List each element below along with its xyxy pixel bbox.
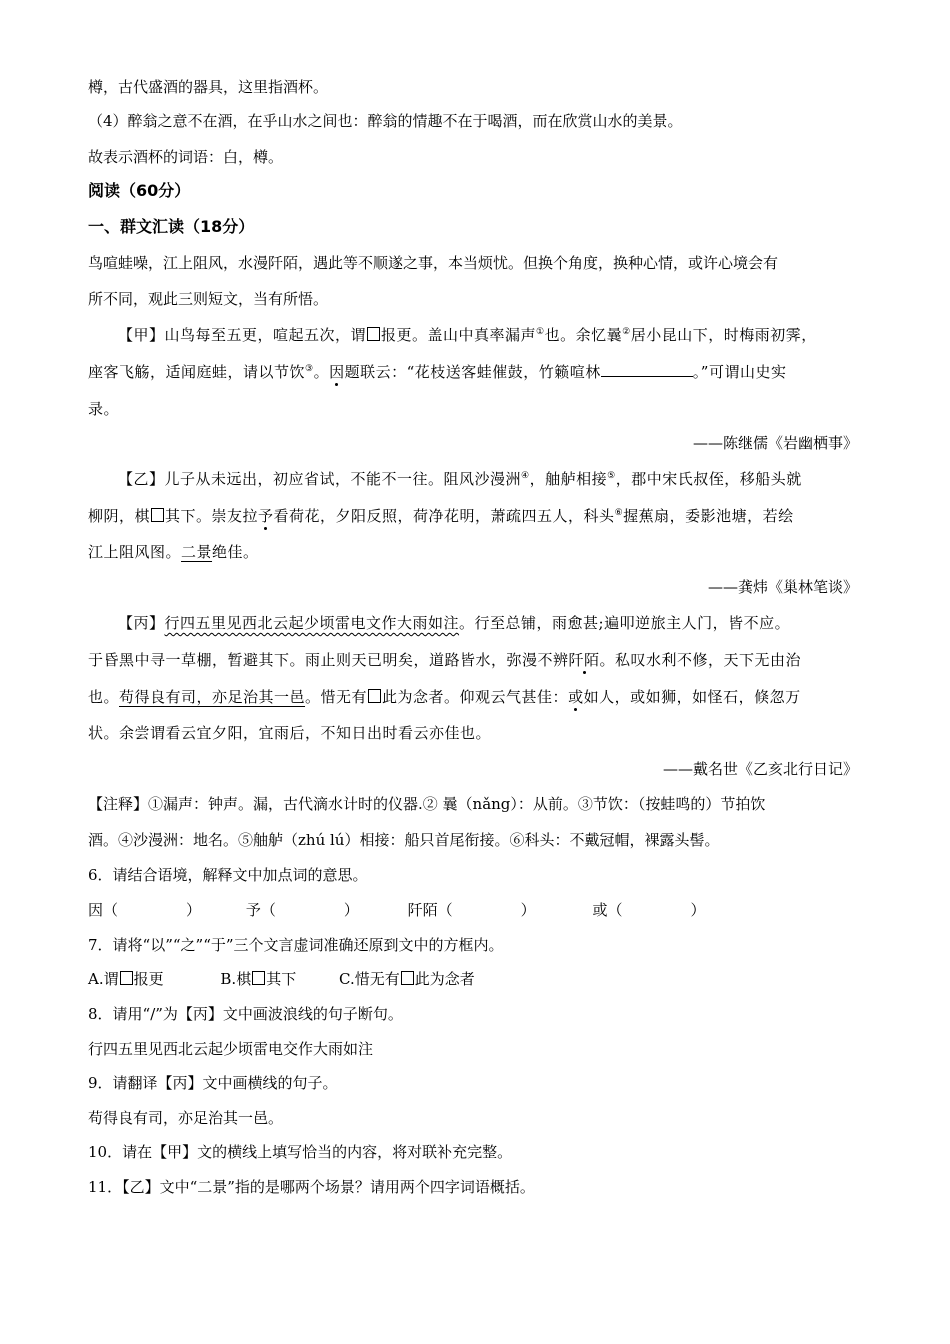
underlined-sentence: 苟得良有司，亦足治其一邑 <box>119 688 306 706</box>
q9-sentence: 苟得良有司，亦足治其一邑。 <box>88 1109 284 1127</box>
yi-text: 握蕉扇，委影池塘，若绘 <box>623 507 794 525</box>
yi-line-1 <box>118 468 802 490</box>
dotted-word-qianmo: 阡陌 <box>568 651 600 669</box>
q8-sentence: 行四五里见西北云起少顷雷电交作大雨如注 <box>88 1040 374 1058</box>
q6-label-yu: 予（ <box>245 901 276 919</box>
yi-text: 柳阴，棋 <box>88 507 151 525</box>
note-ref: ④ <box>521 471 530 481</box>
bing-line-3 <box>88 686 801 708</box>
lead-line-2: 所不同，观此三则短文，当有所悟。 <box>88 290 329 308</box>
blank-box <box>401 971 414 985</box>
answer-line-1: 樽，古代盛酒的器具，这里指酒杯。 <box>88 78 329 96</box>
jia-source: ——陈继儒《岩幽栖事》 <box>692 434 858 452</box>
note-ref: ⑤ <box>607 471 616 481</box>
jia-line-3: 录。 <box>88 400 120 418</box>
jia-line-2 <box>88 361 786 383</box>
dotted-word-yu: 予 <box>258 507 274 525</box>
blank-box <box>368 689 381 703</box>
note-ref: ① <box>536 327 545 337</box>
answer-line-3: 故表示酒杯的词语：白，樽。 <box>88 148 284 166</box>
q7-option-c: C.惜无有 <box>339 970 400 988</box>
lead-line-1: 鸟喧蛙噪，江上阻风，水漫阡陌，遇此等不顺遂之事，本当烦忧。但换个角度，换种心情，或许心境会有 <box>88 254 779 272</box>
bing-text: 也。 <box>88 688 120 706</box>
yi-text: 【乙】儿子从未远出，初应省试，不能不一往。阻风沙漫洲 <box>118 470 522 488</box>
question-8: 8．请用“/”为【丙】文中画波浪线的句子断句。 <box>88 1005 403 1023</box>
bing-text: 【丙】 <box>118 614 165 632</box>
yi-source: ——龚炜《巢林笔谈》 <box>707 578 858 596</box>
q6-close: ） <box>343 901 359 919</box>
jia-text: 居小昆山下，时梅雨初霁， <box>630 326 817 344</box>
yi-text: ，舳舻相接 <box>529 470 608 488</box>
yi-line-3 <box>88 541 259 563</box>
yi-text: ，郡中宋氏叔侄，移船头就 <box>615 470 802 488</box>
yi-text: 看荷花，夕阳反照，荷净花明，萧疏四五人，科头 <box>273 507 615 525</box>
jia-text: 报更。盖山中真率漏声 <box>381 326 537 344</box>
blank-box <box>252 971 265 985</box>
notes-line-1: 【注释】①漏声：钟声。漏，古代滴水计时的仪器.② 曩（nǎng）：从前。③节饮：（按蛙鸣的）节拍饮 <box>88 795 766 813</box>
q6-close: ） <box>186 901 202 919</box>
section-heading: 一、群文汇读（18分） <box>88 217 255 236</box>
dotted-word-huo: 或 <box>568 688 584 706</box>
jia-text: 也。余忆曩 <box>544 326 623 344</box>
note-ref: ⑥ <box>614 508 624 518</box>
blank-box <box>367 327 380 341</box>
q7-option-b-rest: 其下 <box>266 970 297 988</box>
jia-text: 。 <box>313 363 330 381</box>
jia-text: 【甲】山鸟每至五更，喧起五次，谓 <box>118 326 367 344</box>
bing-text: 于昏黑中寻一草棚，暂避其下。雨止则天已明矣，道路皆水，弥漫不辨 <box>88 651 569 669</box>
bing-text: 。行至总铺，雨愈甚;遍叩逆旅主人门，皆不应。 <box>459 614 791 632</box>
note-ref: ③ <box>305 364 314 374</box>
q6-close: ） <box>690 901 706 919</box>
dotted-word-yin: 因 <box>329 363 345 381</box>
bing-text: 如人，或如狮，如怪石，倏忽万 <box>583 688 801 706</box>
jia-line-1 <box>118 324 817 346</box>
underlined-erjing: 二景 <box>181 543 213 561</box>
yi-line-2 <box>88 505 794 527</box>
question-9: 9．请翻译【丙】文中画横线的句子。 <box>88 1074 338 1092</box>
q7-option-a-rest: 报更 <box>133 970 164 988</box>
q6-label-huo: 或（ <box>592 901 623 919</box>
yi-text: 绝佳。 <box>212 543 259 561</box>
bing-text: 。惜无有 <box>305 688 368 706</box>
question-11: 11．【乙】文中“二景”指的是哪两个场景？请用两个四字词语概括。 <box>88 1178 535 1196</box>
note-ref: ② <box>622 327 631 337</box>
q7-option-b: B.棋 <box>220 970 252 988</box>
yi-text: 江上阻风图。 <box>88 543 182 561</box>
q7-option-a: A.谓 <box>88 970 119 988</box>
bing-line-4: 状。余尝谓看云宜夕阳，宜雨后，不知日出时看云亦佳也。 <box>88 724 492 742</box>
bing-text: 此为念者。仰观云气甚佳： <box>382 688 569 706</box>
answer-blank-line[interactable] <box>601 362 693 377</box>
q7-options <box>88 968 475 990</box>
question-7: 7．请将“以”“之”“于”三个文言虚词准确还原到文中的方框内。 <box>88 936 504 954</box>
bing-text: 。私叹水利不修，天下无由治 <box>599 651 802 669</box>
notes-line-2: 酒。④沙漫洲：地名。⑤舳舻（zhú lú）相接：船只首尾衔接。⑥科头：不戴冠帽，裸露头髻。 <box>88 831 720 849</box>
blank-box <box>120 971 133 985</box>
jia-text: 座客飞觞，适闻庭蛙，请以节饮 <box>88 363 306 381</box>
bing-source: ——戴名世《乙亥北行日记》 <box>662 760 858 778</box>
question-6: 6．请结合语境，解释文中加点词的意思。 <box>88 866 368 884</box>
q6-answer-row <box>88 899 868 921</box>
jia-text: 题联云：“花枝送客蛙催鼓，竹籁喧林 <box>344 363 601 381</box>
answer-line-2: （4）醉翁之意不在酒，在乎山水之间也：醉翁的情趣不在于喝酒，而在欣赏山水的美景。 <box>88 112 683 130</box>
reading-heading: 阅读（60分） <box>88 181 191 200</box>
q6-label-yin: 因（ <box>88 901 119 919</box>
wavy-sentence: 行四五里见西北云起少顷雷电文作大雨如注 <box>164 614 460 632</box>
blank-box <box>151 508 164 522</box>
q6-close: ） <box>520 901 536 919</box>
q6-label-qianmo: 阡陌（ <box>407 901 453 919</box>
bing-line-2 <box>88 649 801 671</box>
bing-line-1 <box>118 612 790 634</box>
yi-text: 其下。崇友拉 <box>165 507 259 525</box>
question-10: 10．请在【甲】文的横线上填写恰当的内容，将对联补充完整。 <box>88 1143 513 1161</box>
q7-option-c-rest: 此为念者 <box>414 970 475 988</box>
jia-text: 。”可谓山史实 <box>692 363 787 381</box>
